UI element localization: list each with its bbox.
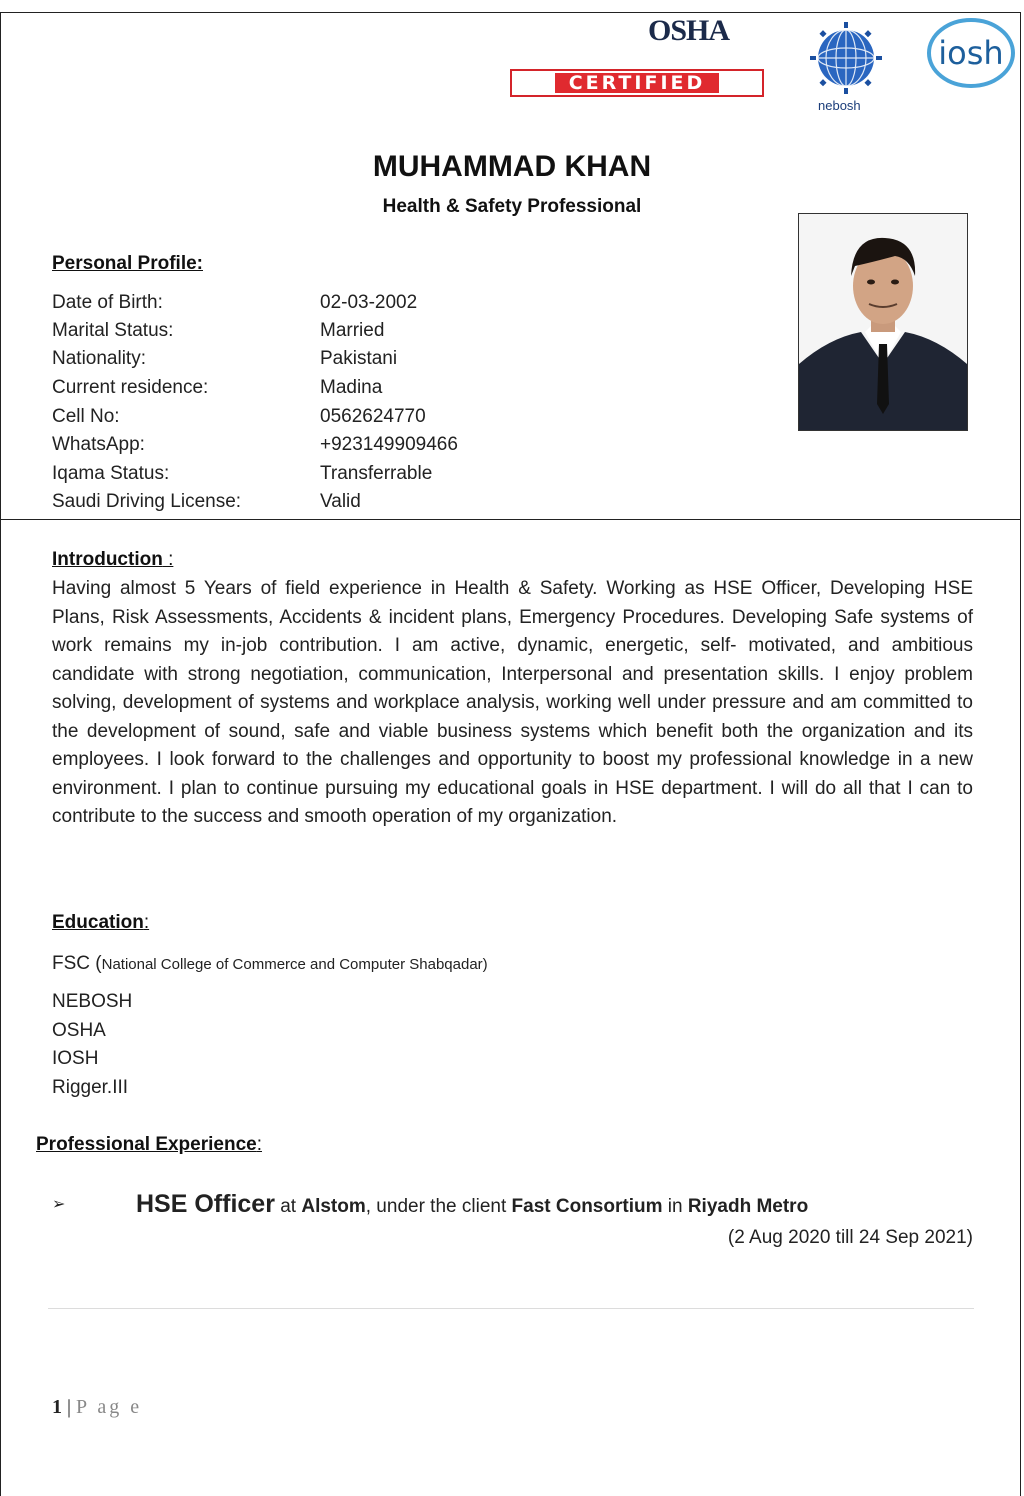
profile-label: Date of Birth:: [52, 292, 163, 313]
profile-photo-illustration: [799, 214, 967, 430]
profile-label: WhatsApp:: [52, 434, 145, 455]
profile-label: Cell No:: [52, 406, 120, 427]
introduction-text: Having almost 5 Years of field experience in Health & Safety. Working as HSE Officer, Developing HSE Plans, Risk Assessments, Accidents & incident plans, Emergency Procedures. Developing Safe systems of work remains my in-job contribution. I am active, dynamic, energetic, self- motivated, and ambitious candidate with strong negotiation, communication, Interpersonal and presentation skills. I enjoy problem solving, development of systems and workplace analysis, working well under pressure and am committed to the development of sound, safe and viable business systems which benefit both the organization and its employees. I look forward to the challenges and opportunity to boost my professional knowledge in a new environment. I plan to continue pursuing my educational goals in HSE department. I will do all that I can to contribute to the success and smooth operation of my organization.: [52, 578, 973, 827]
profile-value: 02-03-2002: [320, 292, 418, 313]
profile-value: Transferrable: [320, 463, 433, 484]
education-item: NEBOSH: [52, 991, 133, 1012]
education-fsc: FSC (National College of Commerce and Computer Shabqadar): [52, 953, 488, 974]
profile-value: 0562624770: [320, 406, 426, 427]
certified-badge: [510, 69, 764, 97]
profile-label: Nationality:: [52, 348, 146, 369]
osha-logo: OSHA: [648, 14, 730, 47]
arrow-bullet-icon: ➢: [52, 1196, 66, 1213]
iosh-logo: [926, 16, 1016, 90]
experience-entry-text: HSE Officer at Alstom, under the client Fast Consortium in Riyadh Metro: [136, 1190, 809, 1218]
experience-client: Fast Consortium: [511, 1196, 663, 1217]
education-item: IOSH: [52, 1048, 99, 1069]
footer-divider: [48, 1308, 974, 1309]
experience-position: HSE Officer: [136, 1190, 275, 1218]
introduction-title: Introduction :: [52, 549, 174, 570]
page-border-top: [0, 12, 1020, 13]
profile-label: Saudi Driving License:: [52, 491, 242, 512]
experience-dates: (2 Aug 2020 till 24 Sep 2021): [727, 1227, 973, 1248]
experience-company: Alstom: [301, 1196, 366, 1217]
nebosh-label: nebosh: [818, 98, 861, 113]
profile-value: Madina: [320, 377, 383, 398]
education-title: Education:: [52, 912, 150, 933]
page-number: 1 | P ag e: [52, 1396, 143, 1418]
experience-entry: [52, 1190, 973, 1226]
profile-value: Married: [320, 320, 385, 341]
svg-text:iosh: iosh: [938, 34, 1004, 72]
profile-label: Iqama Status:: [52, 463, 170, 484]
page-border-left: [0, 12, 1, 1496]
certified-text: CERTIFIED: [555, 73, 720, 93]
section-divider: [0, 519, 1020, 520]
profile-value: +923149909466: [320, 434, 458, 455]
education-item: Rigger.III: [52, 1077, 129, 1098]
experience-project: Riyadh Metro: [687, 1196, 809, 1217]
page-border-right: [1020, 12, 1021, 1496]
profile-label: Current residence:: [52, 377, 209, 398]
profile-photo: [798, 213, 968, 431]
education-item: OSHA: [52, 1020, 106, 1041]
profile-value: Valid: [320, 491, 361, 512]
personal-profile-title: Personal Profile:: [52, 253, 203, 274]
profile-label: Marital Status:: [52, 320, 174, 341]
experience-title: Professional Experience:: [36, 1134, 262, 1155]
profile-value: Pakistani: [320, 348, 398, 369]
candidate-name: MUHAMMAD KHAN: [372, 150, 652, 183]
candidate-role: Health & Safety Professional: [382, 196, 642, 217]
